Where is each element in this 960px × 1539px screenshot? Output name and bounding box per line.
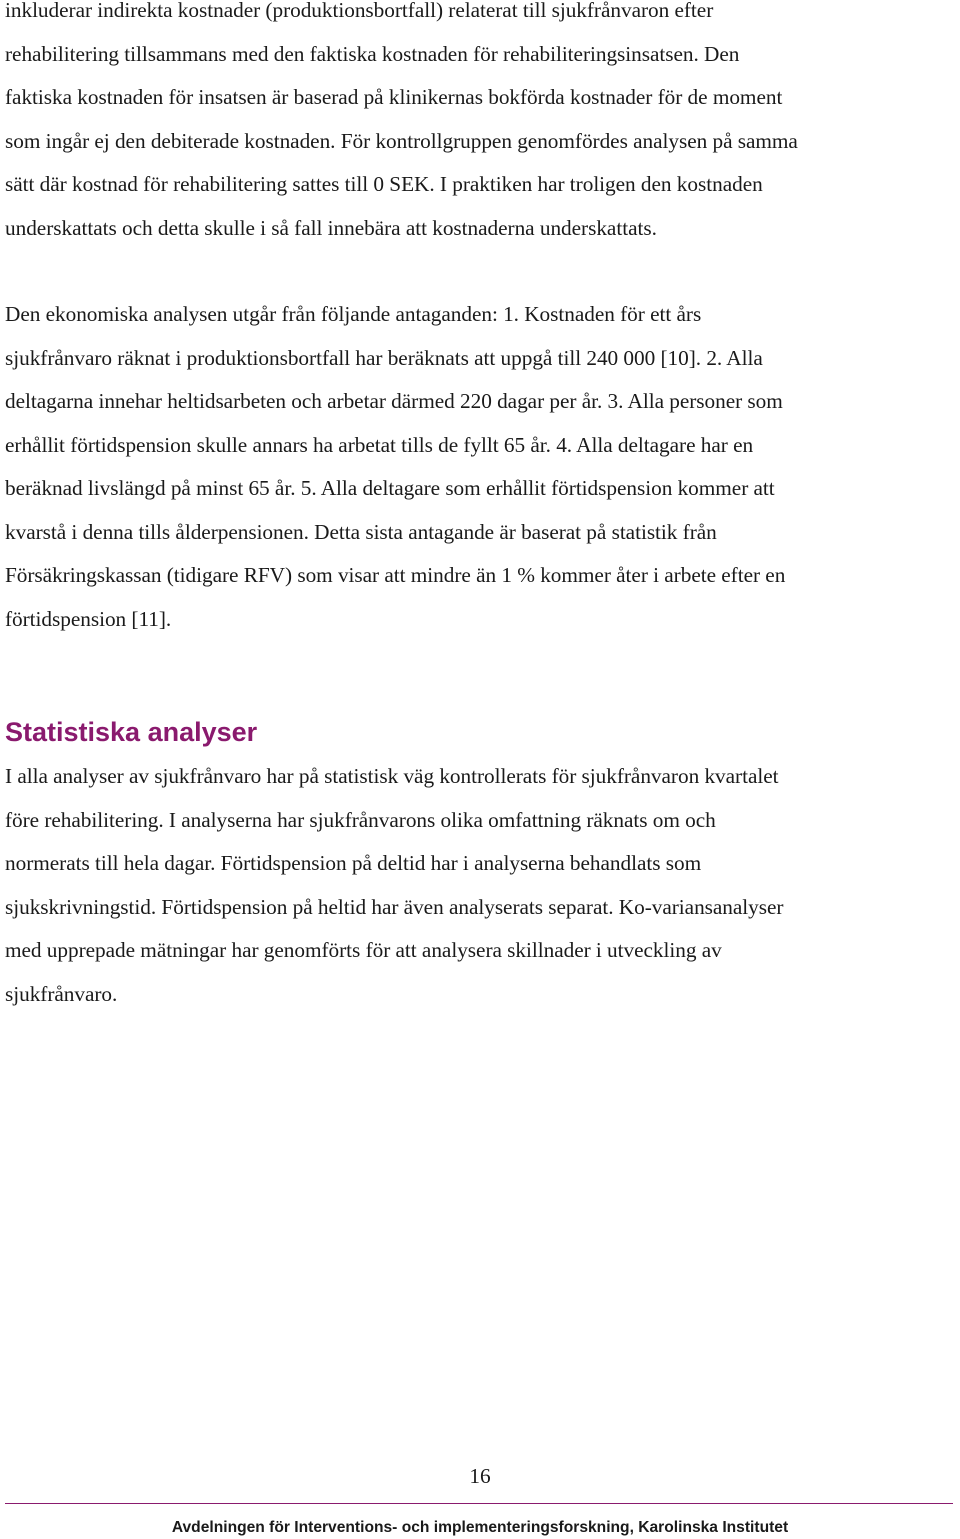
text-line: före rehabilitering. I analyserna har sjukfrånvarons olika omfattning räknats om och (5, 807, 716, 832)
footer-divider (5, 1503, 953, 1504)
text-line: sjukfrånvaro. (5, 981, 118, 1006)
text-line: normerats till hela dagar. Förtidspension på deltid har i analyserna behandlats som (5, 851, 702, 875)
paragraph-economic-assumptions (5, 293, 955, 641)
text-line: sjukskrivningstid. Förtidspension på heltid har även analyserats separat. Ko-variansanalyser (5, 894, 784, 919)
text-line: inkluderar indirekta kostnader (produktionsbortfall) relaterat till sjukfrånvaron efter (5, 0, 714, 22)
text-line: Försäkringskassan (tidigare RFV) som visar att mindre än 1 % kommer åter i arbete efter en (5, 563, 786, 587)
text-line: förtidspension [11]. (5, 606, 172, 631)
text-line: I alla analyser av sjukfrånvaro har på statistisk väg kontrollerats för sjukfrånvaron kvartalet (5, 764, 779, 788)
text-line: underskattats och detta skulle i så fall innebära att kostnaderna underskattats. (5, 215, 657, 240)
text-line: sjukfrånvaro räknat i produktionsbortfall har beräknats att uppgå till 240 000 [10]. 2. Alla (5, 345, 763, 370)
text-line: deltagarna innehar heltidsarbeten och arbetar därmed 220 dagar per år. 3. Alla personer som (5, 389, 783, 413)
text-line: rehabilitering tillsammans med den faktiska kostnaden för rehabiliteringsinsatsen. Den (5, 41, 740, 66)
text-line: faktiska kostnaden för insatsen är baserad på klinikernas bokförda kostnader för de moment (5, 85, 783, 109)
text-line: erhållit förtidspension skulle annars ha arbetat tills de fyllt 65 år. 4. Alla deltagare har en (5, 432, 754, 457)
text-line: beräknad livslängd på minst 65 år. 5. Alla deltagare som erhållit förtidspension kommer att (5, 476, 775, 500)
text-line: kvarstå i denna tills ålderpensionen. Detta sista antagande är baserat på statistik från (5, 519, 717, 544)
text-line: sätt där kostnad för rehabilitering sattes till 0 SEK. I praktiken har troligen den kostnaden (5, 172, 763, 196)
section-heading: Statistiska analyser (5, 717, 258, 747)
text-line: med upprepade mätningar har genomförts för att analysera skillnader i utveckling av (5, 938, 722, 962)
footer-institution: Avdelningen för Interventions- och implementeringsforskning, Karolinska Institutet (171, 1519, 789, 1536)
paragraph-cost-method (5, 0, 955, 250)
text-line: Den ekonomiska analysen utgår från följande antaganden: 1. Kostnaden för ett års (5, 302, 702, 326)
text-line: som ingår ej den debiterade kostnaden. För kontrollgruppen genomfördes analysen på samma (5, 128, 798, 153)
paragraph-statistical-analyses (5, 755, 955, 1016)
page-number: 16 (469, 1464, 491, 1488)
